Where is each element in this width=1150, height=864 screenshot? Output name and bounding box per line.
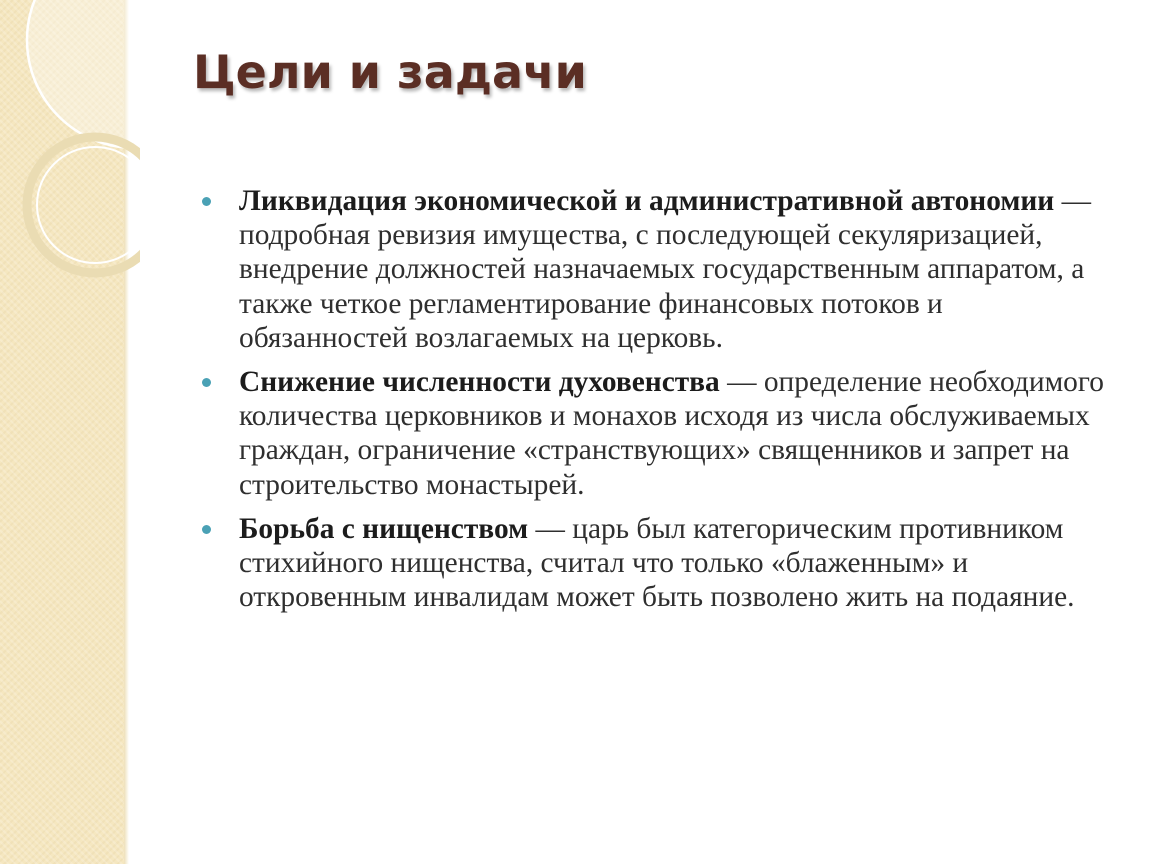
bullet-item bbox=[200, 512, 1105, 615]
bullet-text: — подробная ревизия имущества, с последующей секуляризацией, внедрение должностей назначаемых государственным аппаратом, а также четкое регламентирование финансовых потоков и обязанностей возлагаемых на церковь. bbox=[239, 185, 1091, 354]
bullet-item bbox=[200, 184, 1105, 355]
decorative-circles bbox=[0, 0, 140, 300]
bullet-heading: Ликвидация экономической и административной автономии bbox=[239, 185, 1055, 217]
bullet-heading: Борьба с нищенством bbox=[239, 512, 529, 545]
bullet-point-icon bbox=[202, 525, 211, 534]
bullet-list bbox=[200, 184, 1105, 624]
bullet-item bbox=[200, 365, 1105, 502]
slide-title: Цели и задачи bbox=[193, 45, 587, 99]
bullet-text: — царь был категорическим противником стихийного нищенства, считал что только «блаженным» и откровенным инвалидам может быть позволено жить на подаяние. bbox=[239, 512, 1075, 614]
bullet-text: — определение необходимого количества церковников и монахов исходя из числа обслуживаемых граждан, ограничение «странствующих» священников и запрет на строительство монастырей. bbox=[239, 366, 1104, 501]
bullet-point-icon bbox=[202, 378, 211, 387]
bullet-point-icon bbox=[202, 197, 211, 206]
bullet-heading: Снижение численности духовенства bbox=[239, 366, 720, 399]
